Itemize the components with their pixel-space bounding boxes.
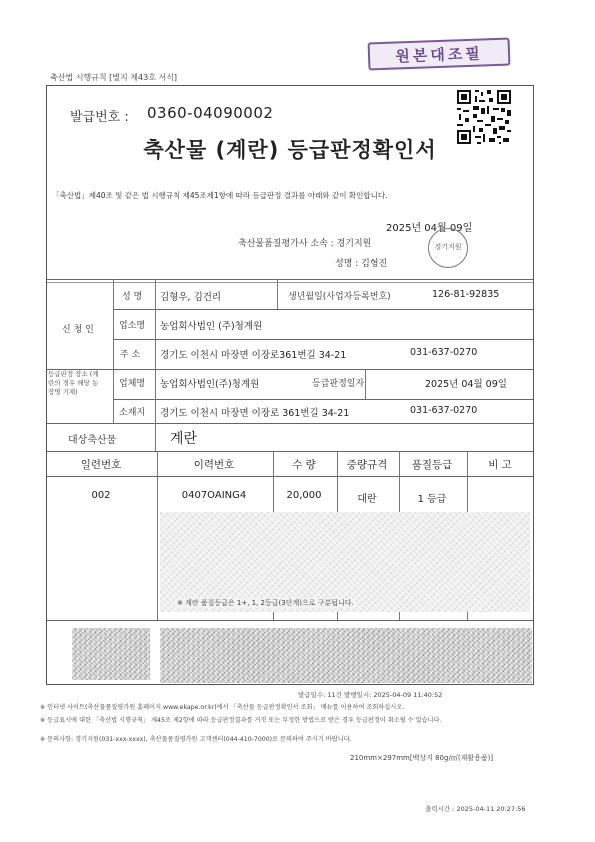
col-weight-header: 중량규격 xyxy=(346,459,388,471)
legal-statement: 「축산법」제40조 및 같은 법 시행규칙 제45조제1항에 따라 등급판정 결과를 아래와 같이 확인합니다. xyxy=(52,191,388,200)
row-quantity: 20,000 xyxy=(286,490,322,501)
product-value: 계란 xyxy=(170,431,198,447)
grading-date-label: 등급판정일자 xyxy=(312,379,365,389)
stamp-text: 원본대조필 xyxy=(394,43,484,66)
location-label: 소재지 xyxy=(119,408,146,418)
col-trace-header: 이력번호 xyxy=(193,459,235,471)
birth-label: 생년월일(사업자등록번호) xyxy=(288,292,391,302)
footer-note-2: ※ 등급표시에 대한 「축산법 시행규칙」 제45조 제2항에 따라 등급판정결과를 거짓 또는 부정한 방법으로 받은 경우 등급판정이 취소될 수 있습니다. xyxy=(40,717,442,724)
document-title: 축산물 (계란) 등급판정확인서 xyxy=(143,138,437,162)
business-value: 농업회사법인 (주)청계원 xyxy=(160,321,263,332)
grader-affiliation: 축산물품질평가사 소속 : 경기지원 xyxy=(238,239,372,249)
paper-spec: 210mm×297mm[백상지 80g/㎡(재활용품)] xyxy=(350,754,494,762)
col-grade-header: 품질등급 xyxy=(411,459,453,471)
grade-footnote: ※ 계란 품질등급은 1+, 1, 2등급(3단계)으로 구분됩니다. xyxy=(177,599,354,607)
form-number: 축산법 시행규칙 [별지 제43호 서식] xyxy=(50,73,178,82)
product-label: 대상축산물 xyxy=(68,435,117,446)
col-serial-header: 일련번호 xyxy=(80,459,122,471)
grading-place-note: 등급판정 장소 (계란의 경우 해당 농장명 기재) xyxy=(48,370,99,396)
name-label: 성 명 xyxy=(122,292,143,302)
grading-date-value: 2025년 04월 09일 xyxy=(425,379,507,390)
row-weight: 대란 xyxy=(357,494,377,505)
location-phone: 031-637-0270 xyxy=(410,405,478,416)
row-serial: 002 xyxy=(91,490,111,501)
output-time: 출력시간 : 2025-04-11 20:27:56 xyxy=(425,805,526,813)
col-quantity-header: 수 량 xyxy=(292,459,316,471)
address-value: 경기도 이천시 마장면 이장로361번길 34-21 xyxy=(160,350,347,361)
place-value: 농업회사법인(주)청계원 xyxy=(160,379,260,390)
official-seal xyxy=(428,228,468,268)
grader-name: 성명 : 김형진 xyxy=(335,259,388,269)
security-pattern-left xyxy=(72,628,150,680)
address-label: 주 소 xyxy=(120,350,141,360)
issue-number-label: 발급번호 : xyxy=(70,110,129,125)
seal-text: 경기지원 xyxy=(434,243,462,252)
applicant-section-label: 신 청 인 xyxy=(62,325,94,335)
qr-code xyxy=(455,88,513,146)
address-phone: 031-637-0270 xyxy=(410,347,478,358)
original-verified-stamp xyxy=(368,38,511,71)
location-value: 경기도 이천시 마장면 이장로 361번길 34-21 xyxy=(160,408,350,419)
row-trace-number: 0407OAING4 xyxy=(181,490,247,501)
print-info: 발급일수: 11건 발행일시: 2025-04-09 11:40:52 xyxy=(298,691,443,699)
security-pattern-table xyxy=(160,512,530,612)
row-grade: 1 등급 xyxy=(417,494,447,505)
issue-date: 2025년 04월 09일 xyxy=(386,223,473,234)
footer-note-3: ※ 문의사항: 경기지원(031-xxx-xxxx), 축산물품질평가원 고객센터(044-410-7000)로 문의하여 주시기 바랍니다. xyxy=(40,736,352,743)
birth-value: 126-81-92835 xyxy=(432,289,500,300)
place-label: 업체명 xyxy=(119,379,146,389)
footer-note-1: ※ 인터넷 사이트(축산물품질평가원 홈페이지 www.ekape.or.kr)에서 「축산물 등급판정확인서 조회」 메뉴를 이용하여 조회하십시오. xyxy=(40,704,405,711)
business-label: 업소명 xyxy=(119,321,146,331)
col-remark-header: 비 고 xyxy=(488,459,512,471)
issue-number: 0360-04090002 xyxy=(147,104,274,122)
name-value: 김형우, 김건리 xyxy=(160,292,222,303)
security-pattern-main xyxy=(160,628,532,683)
